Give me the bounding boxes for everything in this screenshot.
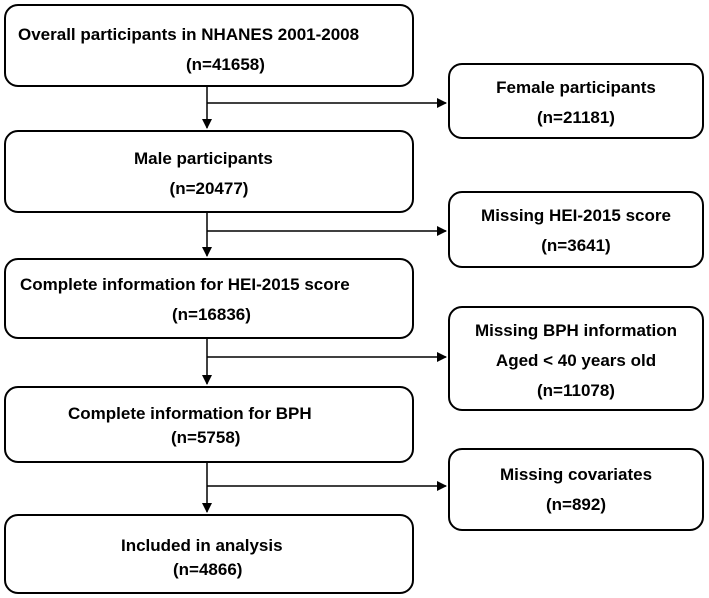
included-count: (n=4866) bbox=[173, 560, 243, 579]
box-female-participants bbox=[448, 63, 704, 139]
hei-missing-count: (n=3641) bbox=[541, 236, 611, 255]
hei-missing-title: Missing HEI-2015 score bbox=[481, 206, 671, 225]
female-title: Female participants bbox=[496, 78, 656, 97]
hei-count: (n=16836) bbox=[172, 305, 251, 324]
bph-missing-title: Missing BPH information bbox=[474, 321, 678, 340]
hei-title: Complete information for HEI-2015 score bbox=[20, 275, 350, 294]
box-missing-hei bbox=[448, 191, 704, 268]
box-missing-covariates bbox=[448, 448, 704, 531]
covariates-count: (n=892) bbox=[546, 495, 606, 514]
overall-count: (n=41658) bbox=[186, 55, 265, 74]
bph-count: (n=5758) bbox=[171, 428, 241, 447]
male-count: (n=20477) bbox=[169, 179, 249, 198]
box-male-participants bbox=[4, 130, 414, 213]
male-title: Male participants bbox=[134, 149, 273, 168]
bph-missing-count: (n=11078) bbox=[537, 381, 615, 400]
box-complete-bph bbox=[4, 386, 414, 463]
female-count: (n=21181) bbox=[537, 108, 615, 127]
box-missing-bph bbox=[448, 306, 704, 411]
overall-title: Overall participants in NHANES 2001-2008 bbox=[18, 25, 360, 44]
bph-title: Complete information for BPH bbox=[68, 404, 312, 423]
box-overall-participants bbox=[4, 4, 414, 87]
included-title: Included in analysis bbox=[121, 536, 283, 555]
box-complete-hei bbox=[4, 258, 414, 339]
covariates-title: Missing covariates bbox=[499, 465, 653, 484]
box-included-analysis bbox=[4, 514, 414, 594]
bph-missing-age: Aged < 40 years old bbox=[495, 351, 657, 370]
